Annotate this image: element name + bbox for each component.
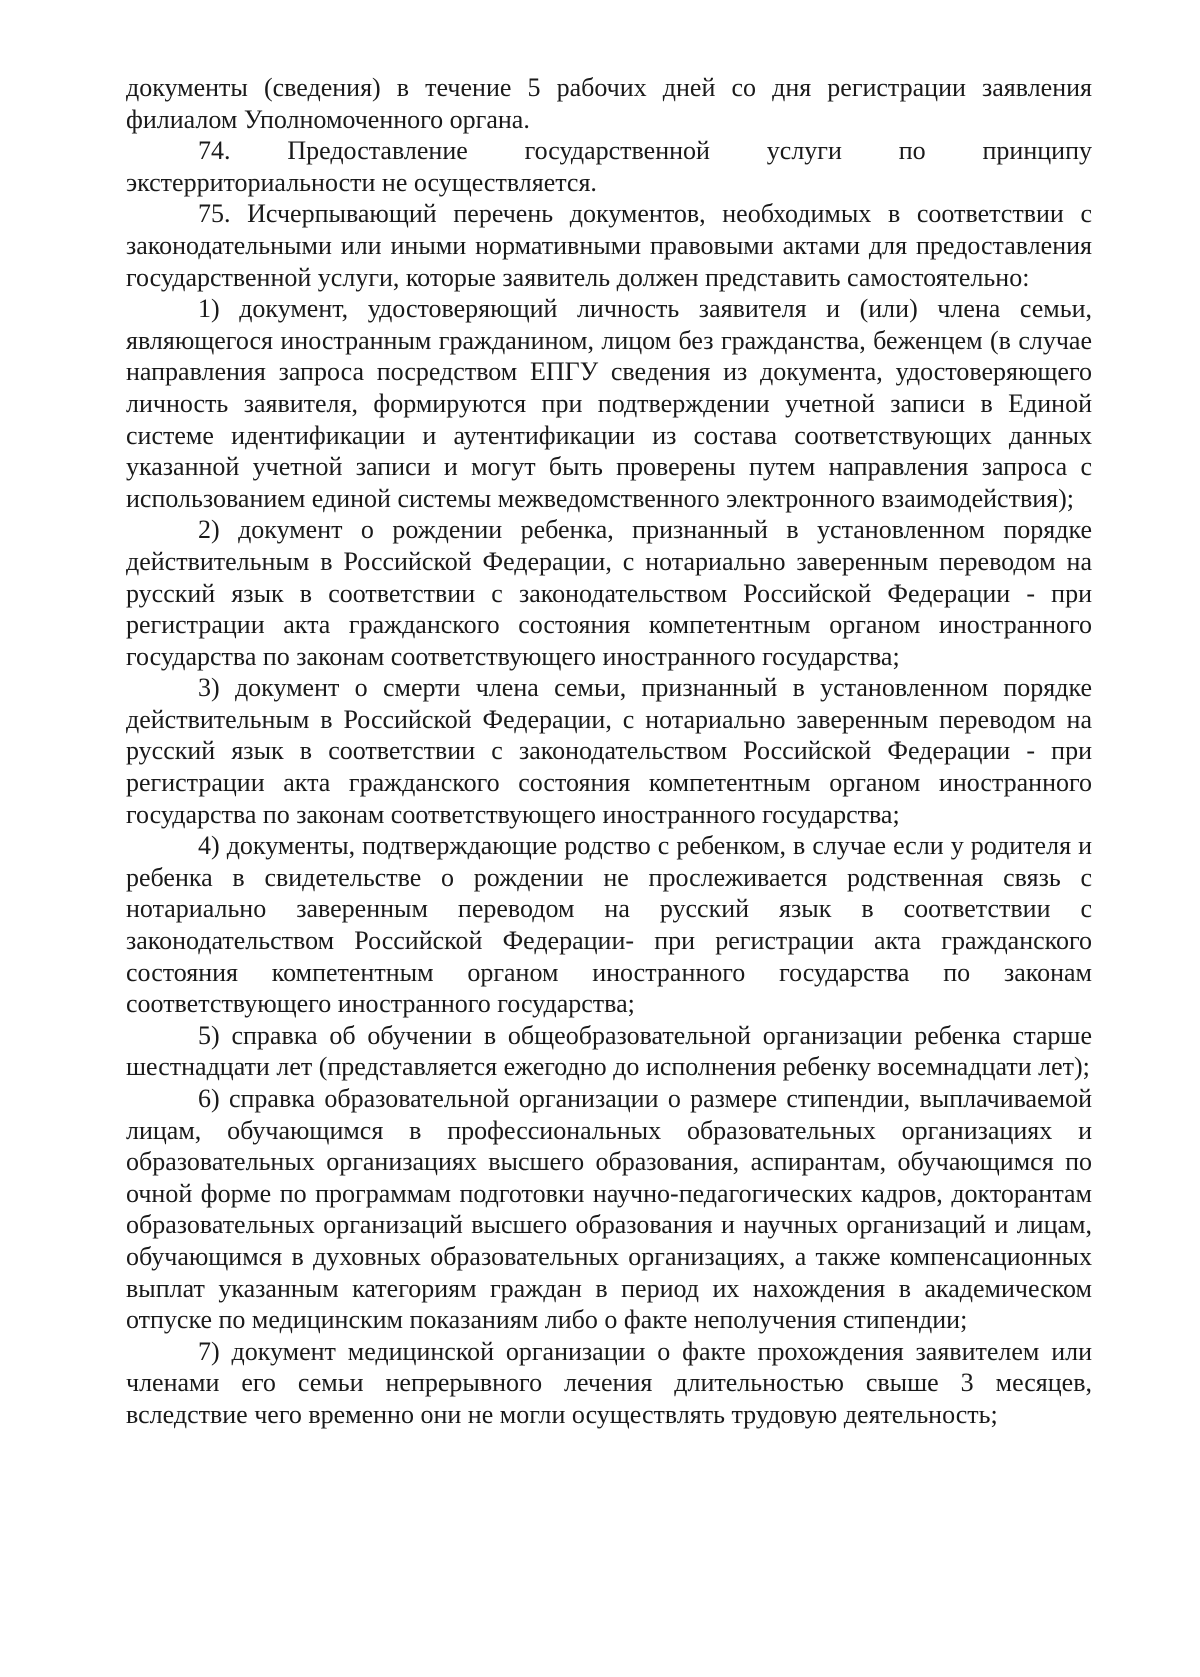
- list-item-6: 6) справка образовательной организации о размере стипендии, выплачиваемой лицам, обучающимся в профессиональных образовательных организациях и образовательных организациях высшего образования, аспирантам, обучающимся по очной форме по программам подготовки научно-педагогических кадров, докторантам образовательных организаций высшего образования и научных организаций и лицам, обучающимся в духовных образовательных организациях, а также компенсационных выплат указанным категориям граждан в период их нахождения в академическом отпуске по медицинским показаниям либо о факте неполучения стипендии;: [126, 1084, 1092, 1335]
- paragraph-75: 75. Исчерпывающий перечень документов, необходимых в соответствии с законодательными или иными нормативными правовыми актами для предоставления государственной услуги, которые заявитель должен представить самостоятельно:: [126, 199, 1092, 292]
- list-item-2: 2) документ о рождении ребенка, признанный в установленном порядке действительным в Российской Федерации, с нотариально заверенным переводом на русский язык в соответствии с законодательством Российской Федерации - при регистрации акта гражданского состояния компетентным органом иностранного государства по законам соответствующего иностранного государства;: [126, 515, 1092, 671]
- list-item-5: 5) справка об обучении в общеобразовательной организации ребенка старше шестнадцати лет (представляется ежегодно до исполнения ребенку восемнадцати лет);: [126, 1020, 1092, 1082]
- paragraph-continuation: документы (сведения) в течение 5 рабочих дней со дня регистрации заявления филиалом Уполномоченного органа.: [126, 73, 1092, 134]
- list-item-3: 3) документ о смерти члена семьи, признанный в установленном порядке действительным в Российской Федерации, с нотариально заверенным переводом на русский язык в соответствии с законодательством Российской Федерации - при регистрации акта гражданского состояния компетентным органом иностранного государства по законам соответствующего иностранного государства;: [126, 673, 1092, 829]
- paragraph-74: 74. Предоставление государственной услуги по принципу экстерриториальности не осуществляется.: [126, 136, 1092, 197]
- list-item-4: 4) документы, подтверждающие родство с ребенком, в случае если у родителя и ребенка в свидетельстве о рождении не прослеживается родственная связь с нотариально заверенным переводом на русский язык в соответствии с законодательством Российской Федерации- при регистрации акта гражданского состояния компетентным органом иностранного государства по законам соответствующего иностранного государства;: [126, 831, 1092, 1019]
- list-item-7: 7) документ медицинской организации о факте прохождения заявителем или членами его семьи непрерывного лечения длительностью свыше 3 месяцев, вследствие чего временно они не могли осуществлять трудовую деятельность;: [126, 1336, 1092, 1429]
- list-item-1: 1) документ, удостоверяющий личность заявителя и (или) члена семьи, являющегося иностранным гражданином, лицом без гражданства, беженцем (в случае направления запроса посредством ЕПГУ сведения из документа, удостоверяющего личность заявителя, формируются при подтверждении учетной записи в Единой системе идентификации и аутентификации из состава соответствующих данных указанной учетной записи и могут быть проверены путем направления запроса с использованием единой системы межведомственного электронного взаимодействия);: [126, 294, 1092, 513]
